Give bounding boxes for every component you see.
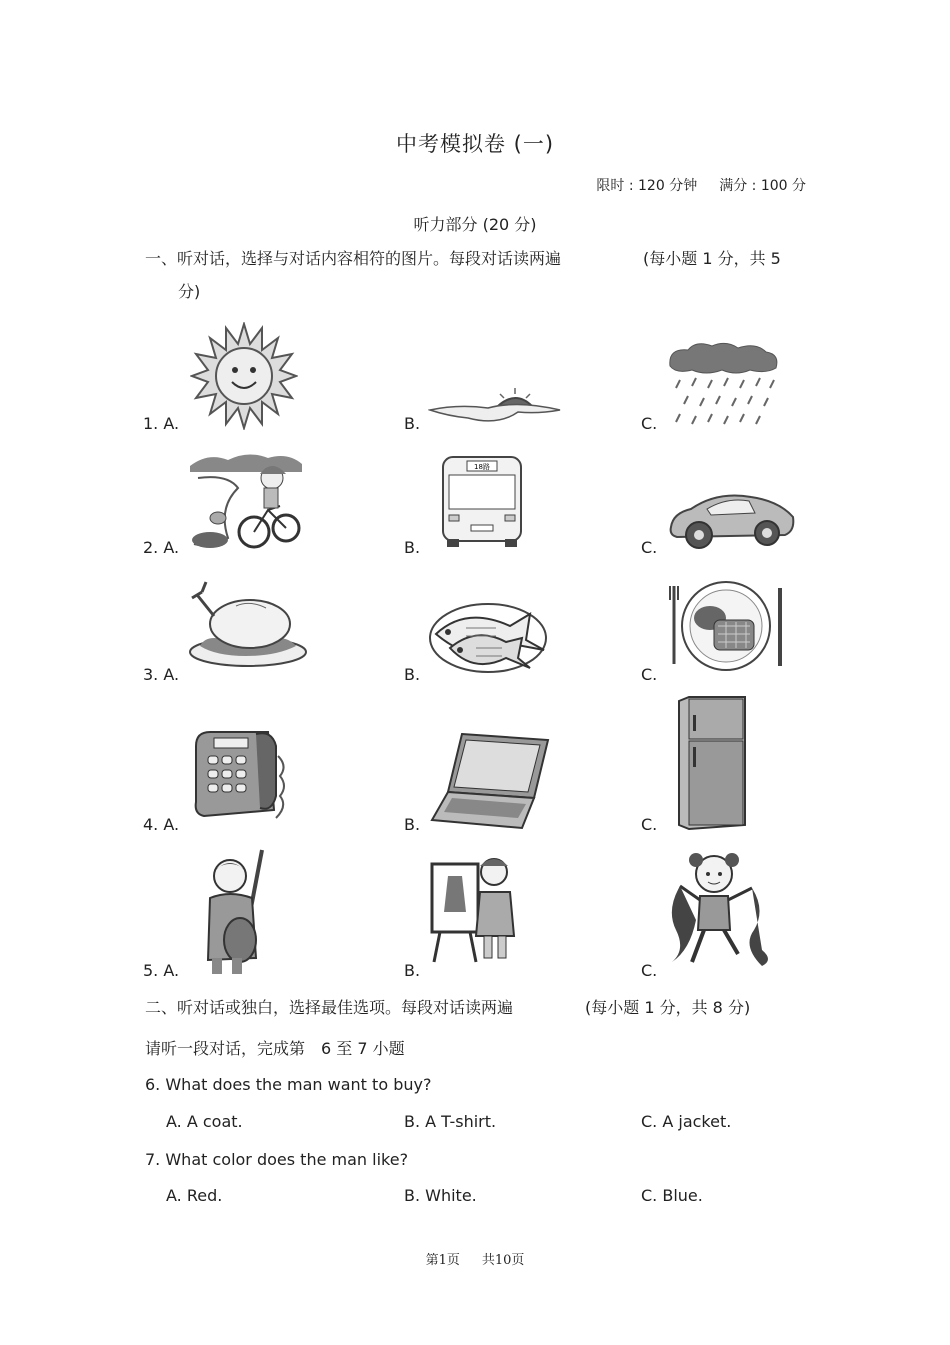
girl-painting-icon xyxy=(428,852,524,964)
fish-plate-icon xyxy=(426,592,550,676)
q7-option-b: B. White. xyxy=(404,1186,477,1205)
part2-heading-text: 二、听对话或独白，选择最佳选项。每段对话读两遍 xyxy=(145,998,514,1017)
time-limit: 限时 : 120 分钟 xyxy=(596,178,698,194)
laptop-icon xyxy=(430,730,550,830)
q3-option-c-label: C. xyxy=(641,665,658,684)
section-heading: 听力部分 (20 分) xyxy=(413,215,537,234)
part2-instruction: 请听一段对话，完成第 6 至 7 小题 xyxy=(145,1039,405,1058)
q3-option-b-label: B. xyxy=(404,665,421,684)
q7-option-c: C. Blue. xyxy=(641,1186,703,1205)
boy-playing-pipa-icon xyxy=(200,848,294,976)
part2-points: (每小题 1 分，共 8 分) xyxy=(585,998,751,1017)
q1-option-c-label: C. xyxy=(641,414,658,433)
question-7: 7. What color does the man like? xyxy=(145,1150,409,1169)
q6-option-b: B. A T-shirt. xyxy=(404,1112,497,1131)
part2-heading xyxy=(145,989,751,1027)
sun-icon xyxy=(190,322,298,430)
q3-option-a-label: 3. A. xyxy=(143,665,180,684)
q7-option-a: A. Red. xyxy=(166,1186,223,1205)
part1-points: (每小题 1 分，共 5 xyxy=(643,249,781,268)
q4-option-b-label: B. xyxy=(404,815,421,834)
full-score: 满分 : 100 分 xyxy=(719,178,806,194)
car-icon xyxy=(667,487,797,553)
steak-plate-icon xyxy=(668,578,786,672)
rain-cloud-icon xyxy=(666,340,780,430)
page-total: 共10页 xyxy=(481,1253,525,1268)
svg-text:18路: 18路 xyxy=(474,463,490,471)
q5-option-a-label: 5. A. xyxy=(143,961,180,980)
roast-chicken-icon xyxy=(186,576,308,670)
refrigerator-icon xyxy=(675,695,749,831)
q4-option-a-label: 4. A. xyxy=(143,815,180,834)
part1-heading-text: 一、听对话，选择与对话内容相符的图片。每段对话读两遍 xyxy=(145,249,562,268)
page-title: 中考模拟卷 (一) xyxy=(395,132,555,156)
part1-heading xyxy=(145,240,781,278)
q6-option-a: A. A coat. xyxy=(166,1112,243,1131)
exam-limits xyxy=(596,175,806,195)
q5-option-c-label: C. xyxy=(641,961,658,980)
question-6: 6. What does the man want to buy? xyxy=(145,1075,432,1094)
q2-option-a-label: 2. A. xyxy=(143,538,180,557)
part1-points-cont: 分) xyxy=(178,282,201,301)
telephone-icon xyxy=(190,726,292,824)
q2-option-b-label: B. xyxy=(404,538,421,557)
page-number: 第1页 xyxy=(425,1253,460,1268)
q1-option-b-label: B. xyxy=(404,414,421,433)
q4-option-c-label: C. xyxy=(641,815,658,834)
q5-option-b-label: B. xyxy=(404,961,421,980)
girl-ribbon-dance-icon xyxy=(666,850,776,974)
girl-cycling-icon xyxy=(188,448,304,554)
q2-option-c-label: C. xyxy=(641,538,658,557)
q1-option-a-label: 1. A. xyxy=(143,414,180,433)
page-footer xyxy=(0,1249,950,1268)
q6-option-c: C. A jacket. xyxy=(641,1112,732,1131)
sunset-icon xyxy=(428,386,562,430)
bus-icon xyxy=(437,453,527,549)
